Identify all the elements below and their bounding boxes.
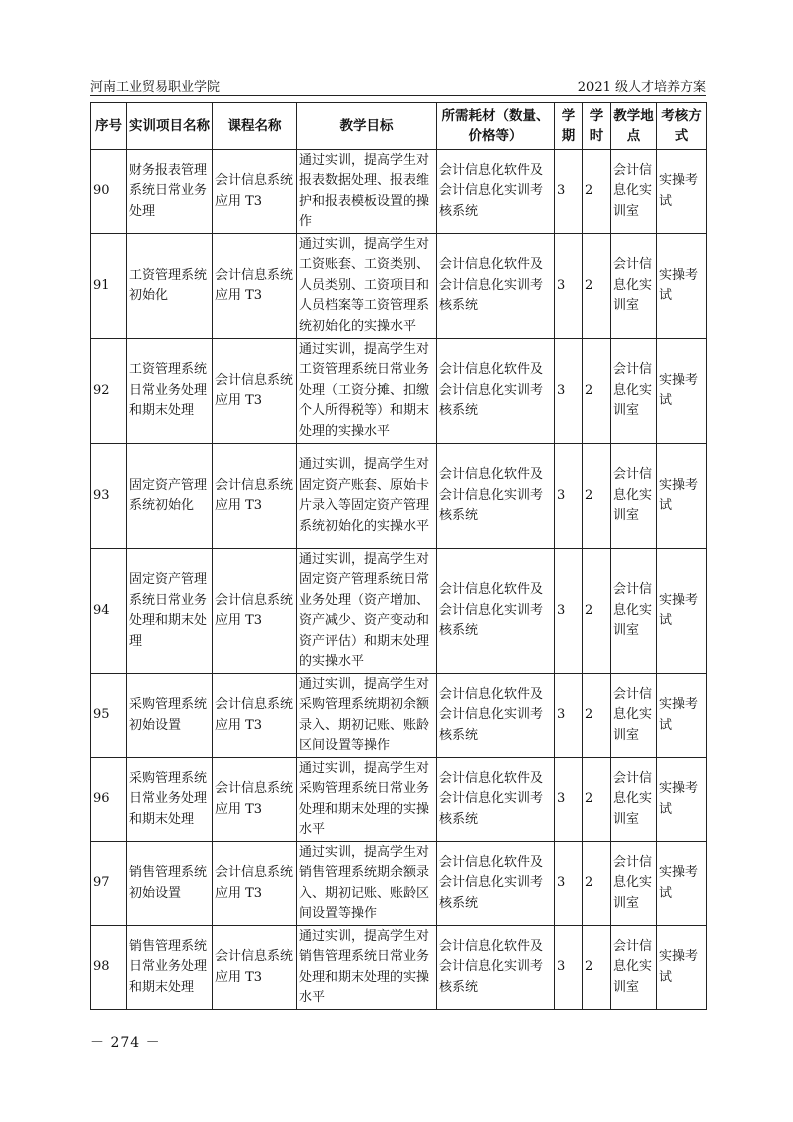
cell-semester: 3 bbox=[555, 926, 583, 1010]
cell-project: 财务报表管理系统日常业务处理 bbox=[127, 150, 213, 234]
cell-project: 销售管理系统初始设置 bbox=[127, 842, 213, 926]
table-row bbox=[91, 339, 707, 444]
cell-project: 采购管理系统日常业务处理和期末处理 bbox=[127, 758, 213, 842]
column-header-assessment: 考核方式 bbox=[657, 103, 707, 150]
table-row bbox=[91, 758, 707, 842]
cell-hours: 2 bbox=[583, 926, 611, 1010]
cell-semester: 3 bbox=[555, 674, 583, 758]
cell-assessment: 实操考试 bbox=[657, 234, 707, 339]
column-header-no: 序号 bbox=[91, 103, 127, 150]
cell-course: 会计信息系统应用 T3 bbox=[213, 549, 297, 674]
cell-no: 96 bbox=[91, 758, 127, 842]
cell-semester: 3 bbox=[555, 758, 583, 842]
cell-goal: 通过实训，提高学生对固定资产账套、原始卡片录入等固定资产管理系统初始化的实操水平 bbox=[297, 444, 437, 549]
cell-no: 93 bbox=[91, 444, 127, 549]
table-header-row bbox=[91, 103, 707, 150]
table-row bbox=[91, 150, 707, 234]
cell-assessment: 实操考试 bbox=[657, 926, 707, 1010]
cell-hours: 2 bbox=[583, 150, 611, 234]
cell-course: 会计信息系统应用 T3 bbox=[213, 674, 297, 758]
cell-goal: 通过实训，提高学生对采购管理系统期初余额录入、期初记账、账龄区间设置等操作 bbox=[297, 674, 437, 758]
column-header-hours: 学时 bbox=[583, 103, 611, 150]
cell-assessment: 实操考试 bbox=[657, 674, 707, 758]
cell-assessment: 实操考试 bbox=[657, 339, 707, 444]
cell-no: 91 bbox=[91, 234, 127, 339]
column-header-project: 实训项目名称 bbox=[127, 103, 213, 150]
cell-project: 工资管理系统初始化 bbox=[127, 234, 213, 339]
table-row bbox=[91, 674, 707, 758]
cell-assessment: 实操考试 bbox=[657, 758, 707, 842]
cell-materials: 会计信息化软件及会计信息化实训考核系统 bbox=[437, 549, 555, 674]
cell-goal: 通过实训，提高学生对固定资产管理系统日常业务处理（资产增加、资产减少、资产变动和资产评估）和期末处理的实操水平 bbox=[297, 549, 437, 674]
cell-course: 会计信息系统应用 T3 bbox=[213, 842, 297, 926]
cell-materials: 会计信息化软件及会计信息化实训考核系统 bbox=[437, 444, 555, 549]
column-header-semester: 学期 bbox=[555, 103, 583, 150]
table-row bbox=[91, 234, 707, 339]
cell-goal: 通过实训，提高学生对报表数据处理、报表维护和报表模板设置的操作 bbox=[297, 150, 437, 234]
cell-project: 工资管理系统日常业务处理和期末处理 bbox=[127, 339, 213, 444]
table-row bbox=[91, 926, 707, 1010]
cell-project: 固定资产管理系统初始化 bbox=[127, 444, 213, 549]
cell-materials: 会计信息化软件及会计信息化实训考核系统 bbox=[437, 842, 555, 926]
cell-materials: 会计信息化软件及会计信息化实训考核系统 bbox=[437, 150, 555, 234]
header-divider bbox=[90, 95, 706, 96]
column-header-location: 教学地点 bbox=[611, 103, 657, 150]
column-header-goal: 教学目标 bbox=[297, 103, 437, 150]
cell-course: 会计信息系统应用 T3 bbox=[213, 444, 297, 549]
page-header bbox=[90, 76, 706, 94]
cell-location: 会计信息化实训室 bbox=[611, 444, 657, 549]
cell-location: 会计信息化实训室 bbox=[611, 926, 657, 1010]
cell-course: 会计信息系统应用 T3 bbox=[213, 758, 297, 842]
cell-no: 90 bbox=[91, 150, 127, 234]
column-header-course: 课程名称 bbox=[213, 103, 297, 150]
cell-materials: 会计信息化软件及会计信息化实训考核系统 bbox=[437, 234, 555, 339]
cell-hours: 2 bbox=[583, 674, 611, 758]
cell-location: 会计信息化实训室 bbox=[611, 758, 657, 842]
cell-assessment: 实操考试 bbox=[657, 842, 707, 926]
cell-hours: 2 bbox=[583, 549, 611, 674]
cell-hours: 2 bbox=[583, 842, 611, 926]
cell-materials: 会计信息化软件及会计信息化实训考核系统 bbox=[437, 674, 555, 758]
cell-hours: 2 bbox=[583, 339, 611, 444]
cell-semester: 3 bbox=[555, 339, 583, 444]
cell-project: 销售管理系统日常业务处理和期末处理 bbox=[127, 926, 213, 1010]
cell-goal: 通过实训，提高学生对销售管理系统期余额录入、期初记账、账龄区间设置等操作 bbox=[297, 842, 437, 926]
cell-course: 会计信息系统应用 T3 bbox=[213, 150, 297, 234]
cell-course: 会计信息系统应用 T3 bbox=[213, 339, 297, 444]
cell-location: 会计信息化实训室 bbox=[611, 549, 657, 674]
cell-no: 98 bbox=[91, 926, 127, 1010]
cell-no: 95 bbox=[91, 674, 127, 758]
cell-assessment: 实操考试 bbox=[657, 549, 707, 674]
cell-materials: 会计信息化软件及会计信息化实训考核系统 bbox=[437, 926, 555, 1010]
cell-goal: 通过实训，提高学生对工资账套、工资类别、人员类别、工资项目和人员档案等工资管理系统初始化的实操水平 bbox=[297, 234, 437, 339]
training-table bbox=[90, 102, 707, 1010]
cell-location: 会计信息化实训室 bbox=[611, 842, 657, 926]
cell-semester: 3 bbox=[555, 234, 583, 339]
table-row bbox=[91, 842, 707, 926]
cell-no: 97 bbox=[91, 842, 127, 926]
cell-assessment: 实操考试 bbox=[657, 444, 707, 549]
cell-semester: 3 bbox=[555, 150, 583, 234]
cell-assessment: 实操考试 bbox=[657, 150, 707, 234]
cell-location: 会计信息化实训室 bbox=[611, 674, 657, 758]
cell-goal: 通过实训，提高学生对采购管理系统日常业务处理和期末处理的实操水平 bbox=[297, 758, 437, 842]
table-row bbox=[91, 549, 707, 674]
cell-location: 会计信息化实训室 bbox=[611, 234, 657, 339]
header-document-title: 2021 级人才培养方案 bbox=[577, 80, 706, 95]
cell-semester: 3 bbox=[555, 842, 583, 926]
column-header-materials: 所需耗材（数量、价格等） bbox=[437, 103, 555, 150]
cell-course: 会计信息系统应用 T3 bbox=[213, 234, 297, 339]
cell-no: 94 bbox=[91, 549, 127, 674]
cell-hours: 2 bbox=[583, 758, 611, 842]
cell-no: 92 bbox=[91, 339, 127, 444]
cell-hours: 2 bbox=[583, 444, 611, 549]
cell-materials: 会计信息化软件及会计信息化实训考核系统 bbox=[437, 339, 555, 444]
cell-location: 会计信息化实训室 bbox=[611, 339, 657, 444]
cell-semester: 3 bbox=[555, 549, 583, 674]
cell-semester: 3 bbox=[555, 444, 583, 549]
cell-goal: 通过实训，提高学生对工资管理系统日常业务处理（工资分摊、扣缴个人所得税等）和期末处理的实操水平 bbox=[297, 339, 437, 444]
cell-project: 采购管理系统初始设置 bbox=[127, 674, 213, 758]
cell-location: 会计信息化实训室 bbox=[611, 150, 657, 234]
page-number: － 274 － bbox=[90, 1035, 161, 1051]
header-institution: 河南工业贸易职业学院 bbox=[90, 80, 221, 95]
cell-hours: 2 bbox=[583, 234, 611, 339]
cell-project: 固定资产管理系统日常业务处理和期末处理 bbox=[127, 549, 213, 674]
cell-materials: 会计信息化软件及会计信息化实训考核系统 bbox=[437, 758, 555, 842]
cell-course: 会计信息系统应用 T3 bbox=[213, 926, 297, 1010]
cell-goal: 通过实训，提高学生对销售管理系统日常业务处理和期末处理的实操水平 bbox=[297, 926, 437, 1010]
table-row bbox=[91, 444, 707, 549]
